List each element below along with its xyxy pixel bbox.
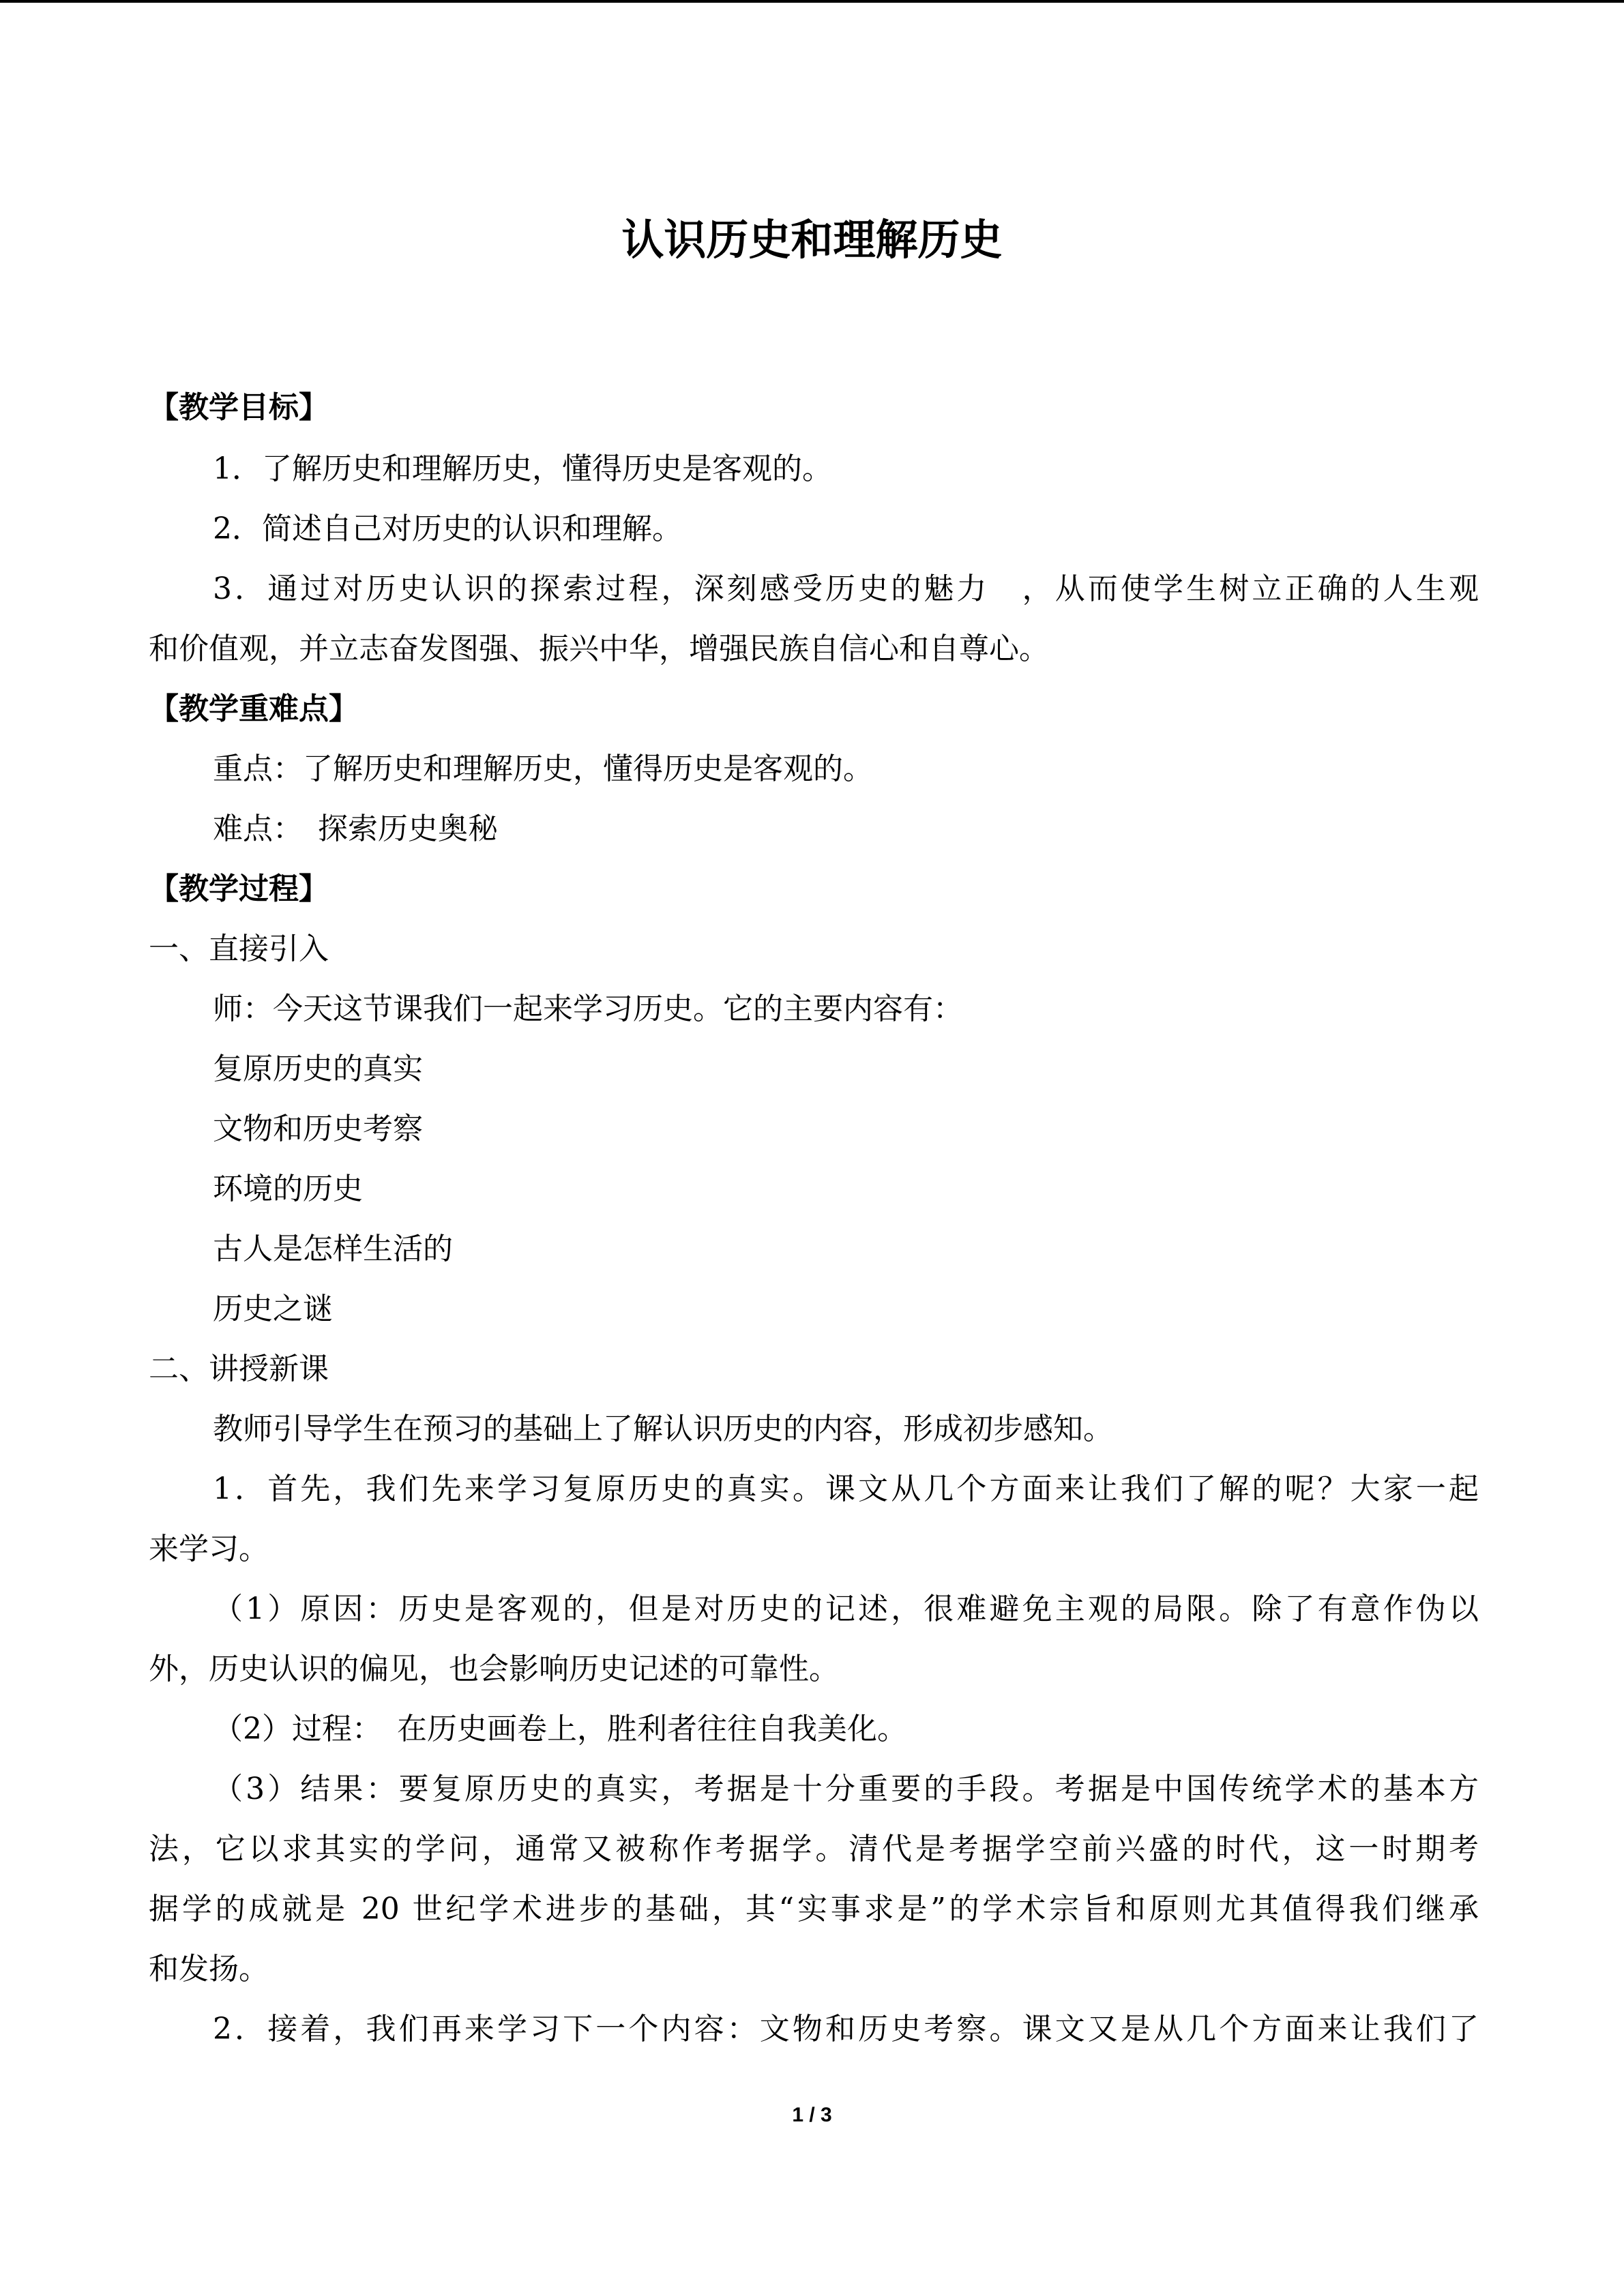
section-heading-teaching-process: 【教学过程】	[149, 871, 329, 906]
top-border-line	[0, 0, 1624, 3]
paragraph-line: 1．首先，我们先来学习复原历史的真实。课文从几个方面来让我们了解的呢？大家一起	[213, 1472, 1479, 1506]
section-heading-teaching-objectives: 【教学目标】	[149, 390, 329, 425]
objective-item-3: 3．通过对历史认识的探索过程，深刻感受历史的魅力 ，从而使学生树立正确的人生观	[213, 571, 1479, 606]
paragraph-line: （3）结果：要复原历史的真实，考据是十分重要的手段。考据是中国传统学术的基本方	[213, 1772, 1479, 1806]
key-point: 重点：了解历史和理解历史，懂得历史是客观的。	[213, 751, 873, 786]
objective-item-3-continued: 和价值观，并立志奋发图强、振兴中华，增强民族自信心和自尊心。	[149, 631, 1049, 666]
content-list-item: 古人是怎样生活的	[213, 1232, 453, 1266]
objective-item-2: 2．简述自己对历史的认识和理解。	[213, 511, 682, 546]
process-step-2-heading: 二、讲授新课	[149, 1352, 329, 1386]
document-title: 认识历史和理解历史	[621, 215, 1003, 265]
paragraph-line: 2．接着，我们再来学习下一个内容：文物和历史考察。课文又是从几个方面来让我们了	[213, 2012, 1479, 2046]
objective-item-1: 1．了解历史和理解历史，懂得历史是客观的。	[213, 451, 832, 486]
content-list-item: 复原历史的真实	[213, 1052, 423, 1086]
section-heading-key-points: 【教学重难点】	[149, 691, 359, 726]
paragraph-line: 法，它以求其实的学问，通常又被称作考据学。清代是考据学空前兴盛的时代，这一时期考	[149, 1832, 1479, 1866]
content-list-item: 历史之谜	[213, 1292, 333, 1326]
paragraph-line: 教师引导学生在预习的基础上了解认识历史的内容，形成初步感知。	[213, 1412, 1113, 1446]
teacher-intro: 师：今天这节课我们一起来学习历史。它的主要内容有：	[213, 992, 963, 1026]
page-number: 1 / 3	[792, 2104, 832, 2126]
difficult-point: 难点： 探索历史奥秘	[213, 811, 498, 846]
paragraph-line: 外，历史认识的偏见，也会影响历史记述的可靠性。	[149, 1652, 839, 1686]
content-list-item: 环境的历史	[213, 1172, 363, 1206]
paragraph-line: （1）原因：历史是客观的，但是对历史的记述，很难避免主观的局限。除了有意作伪以	[213, 1592, 1479, 1626]
paragraph-line: 据学的成就是 20 世纪学术进步的基础，其“实事求是”的学术宗旨和原则尤其值得我们继承	[149, 1892, 1479, 1926]
paragraph-line: 来学习。	[149, 1532, 269, 1566]
paragraph-line: （2）过程： 在历史画卷上，胜利者往往自我美化。	[213, 1712, 907, 1746]
paragraph-line: 和发扬。	[149, 1952, 269, 1986]
content-list-item: 文物和历史考察	[213, 1112, 423, 1146]
process-step-1-heading: 一、直接引入	[149, 931, 329, 966]
